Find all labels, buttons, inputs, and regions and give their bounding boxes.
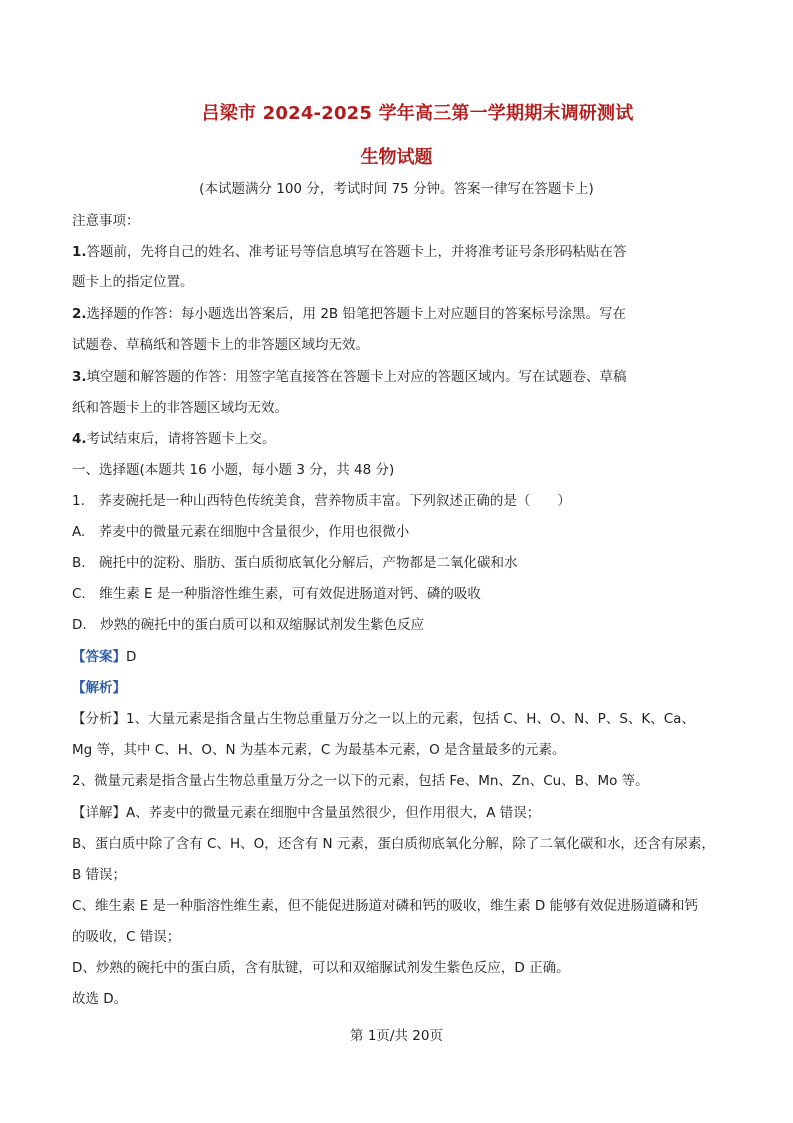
notice-item-3-text: 填空题和解答题的作答：用签字笔直接答在答题卡上对应的答题区域内。写在试题卷、草稿 bbox=[86, 369, 627, 385]
notice-heading: 注意事项： bbox=[72, 213, 140, 229]
detail-text-1: A、荞麦中的微量元素在细胞中含量虽然很少，但作用很大，A 错误； bbox=[126, 805, 541, 821]
detail-line-4: C、维生素 E 是一种脂溶性维生素，但不能促进肠道对磷和钙的吸收，维生素 D 能够有效促进肠道磷和钙 bbox=[72, 898, 699, 914]
notice-item-1 bbox=[72, 243, 627, 261]
notice-item-3-continued: 纸和答题卡上的非答题区域均无效。 bbox=[72, 400, 288, 416]
fenxi-text-1: 1、大量元素是指含量占生物总重量万分之一以上的元素，包括 C、H、O、N、P、S、K、Ca、 bbox=[126, 711, 695, 727]
notice-item-4-number: 4. bbox=[72, 431, 87, 447]
detail-line-1 bbox=[72, 804, 540, 822]
question-1-option-c: C. 维生素 E 是一种脂溶性维生素，可有效促进肠道对钙、磷的吸收 bbox=[72, 586, 481, 602]
exam-info: (本试题满分 100 分，考试时间 75 分钟。答案一律写在答题卡上) bbox=[199, 181, 594, 197]
detail-line-2: B、蛋白质中除了含有 C、H、O，还含有 N 元素，蛋白质彻底氧化分解，除了二氧化碳和水，还含有尿素， bbox=[72, 836, 715, 852]
detail-line-3: B 错误； bbox=[72, 867, 127, 883]
fenxi-line-1 bbox=[72, 710, 695, 728]
notice-item-4-text: 考试结束后，请将答题卡上交。 bbox=[86, 431, 276, 447]
question-1-option-a: A. 荞麦中的微量元素在细胞中含量很少，作用也很微小 bbox=[72, 524, 410, 540]
notice-item-1-number: 1. bbox=[72, 244, 87, 260]
answer-tag: 【答案】 bbox=[72, 649, 126, 665]
analysis-tag: 【解析】 bbox=[72, 680, 126, 696]
fenxi-line-3: 2、微量元素是指含量占生物总重量万分之一以下的元素，包括 Fe、Mn、Zn、Cu、B、Mo 等。 bbox=[72, 773, 649, 789]
exam-title: 吕梁市 2024-2025 学年高三第一学期期末调研测试 bbox=[201, 103, 634, 124]
page-footer: 第 1页/共 20页 bbox=[350, 1028, 443, 1044]
xiangjie-tag: 【详解】 bbox=[72, 805, 126, 821]
notice-item-2 bbox=[72, 305, 626, 323]
notice-item-2-continued: 试题卷、草稿纸和答题卡上的非答题区域均无效。 bbox=[72, 337, 369, 353]
notice-item-2-number: 2. bbox=[72, 306, 87, 322]
question-1-option-d: D. 炒熟的碗托中的蛋白质可以和双缩脲试剂发生紫色反应 bbox=[72, 617, 425, 633]
detail-line-5: 的吸收，C 错误； bbox=[72, 929, 181, 945]
fenxi-tag: 【分析】 bbox=[72, 711, 126, 727]
notice-item-4 bbox=[72, 430, 276, 448]
notice-item-3 bbox=[72, 368, 627, 386]
question-1-option-b: B. 碗托中的淀粉、脂肪、蛋白质彻底氧化分解后，产物都是二氧化碳和水 bbox=[72, 555, 518, 571]
conclusion-line: 故选 D。 bbox=[72, 991, 128, 1007]
answer-line bbox=[72, 648, 136, 666]
answer-value: D bbox=[126, 649, 137, 665]
detail-line-6: D、炒熟的碗托中的蛋白质，含有肽键，可以和双缩脲试剂发生紫色反应，D 正确。 bbox=[72, 960, 570, 976]
section-heading: 一、选择题(本题共 16 小题，每小题 3 分，共 48 分) bbox=[72, 462, 395, 478]
notice-item-2-text: 选择题的作答：每小题选出答案后，用 2B 铅笔把答题卡上对应题目的答案标号涂黑。写在 bbox=[86, 306, 626, 322]
notice-item-1-continued: 题卡上的指定位置。 bbox=[72, 274, 194, 290]
notice-item-1-text: 答题前，先将自己的姓名、准考证号等信息填写在答题卡上，并将准考证号条形码粘贴在答 bbox=[86, 244, 627, 260]
analysis-line bbox=[72, 679, 126, 697]
notice-item-3-number: 3. bbox=[72, 369, 87, 385]
subject-title: 生物试题 bbox=[360, 147, 433, 168]
fenxi-line-2: Mg 等，其中 C、H、O、N 为基本元素，C 为最基本元素，O 是含量最多的元素。 bbox=[72, 742, 566, 758]
question-1-stem: 1. 荞麦碗托是一种山西特色传统美食，营养物质丰富。下列叙述正确的是（ ） bbox=[72, 493, 571, 509]
